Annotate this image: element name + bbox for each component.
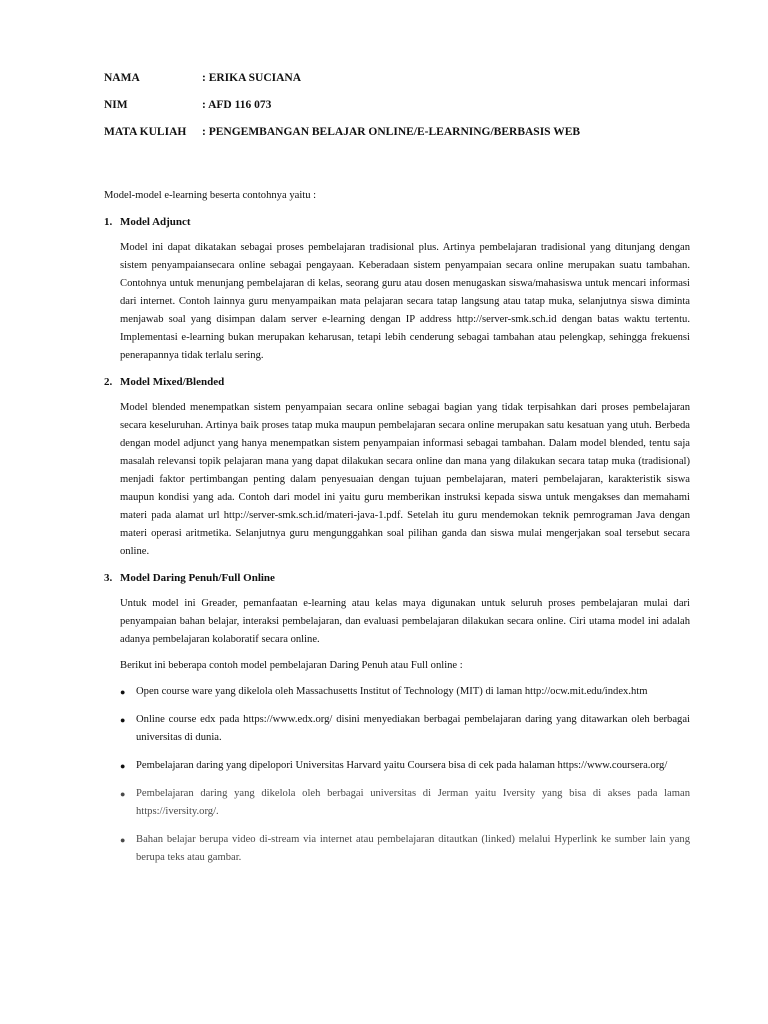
- header-label: NIM: [104, 99, 128, 111]
- section-number: 1.: [104, 216, 113, 228]
- list-item: [120, 711, 690, 747]
- identity-header: [104, 71, 704, 152]
- section-heading-blended: [104, 373, 690, 391]
- header-row-nim: [104, 98, 704, 125]
- list-item-text: Online course edx pada https://www.edx.org/ disini menyediakan berbagai pembelajaran daring yang ditawarkan oleh berbagai universitas di dunia.: [136, 714, 690, 743]
- header-value: : AFD 116 073: [202, 99, 272, 111]
- list-item: [120, 683, 690, 701]
- list-item-text: Pembelajaran daring yang dikelola oleh berbagai universitas di Jerman yaitu Iversity yang bisa di akses pada laman https://iversity.org/.: [136, 788, 690, 817]
- section-paragraph: Model ini dapat dikatakan sebagai proses pembelajaran tradisional plus. Artinya pembelajaran tradisional yang ditunjang dengan sistem penyampaiansecara online sebagai pengayaan. Keberadaan sistem penyampaian secara online merupakan suatu tambahan. Contohnya untuk menunjang pembelajaran di kelas, seorang guru atau dosen menugaskan siswa/mahasiswa untuk mencari informasi dari internet. Contoh lainnya guru menyampaikan mata pelajaran secara tatap langsung atau tatap muka, selanjutnya siswa diminta menjawab soal yang disimpan dalam server e-learning dengan IP address http://server-smk.sch.id dengan batas waktu tertentu. Implementasi e-learning bukan merupakan keharusan, tetapi lebih cenderung sebagai tambahan atau pelengkap, sehingga frekuensi penerapannya tidak terlalu sering.: [120, 242, 690, 361]
- section-paragraph: Berikut ini beberapa contoh model pembelajaran Daring Penuh atau Full online :: [120, 660, 463, 671]
- section-paragraph: Model blended menempatkan sistem penyampaian secara online sebagai bagian yang tidak terpisahkan dari proses pembelajaran secara keseluruhan. Artinya baik proses tatap muka maupun pembelajaran secara online merupakan satu kesatuan yang utuh. Berbeda dengan model adjunct yang hanya menempatkan sistem penyampaian informasi sebagai tambahan. Dalam model blended, tentu saja masalah relevansi topik pelajaran mana yang dapat dilakukan secara online dan mana yang dilakukan secara tatap muka (tradisional) menjadi faktor pertimbangan penting dalam penyesuaian dengan tujuan pembelajaran, materi pembelajaran, karakteristik siswa maupun kondisi yang ada. Contoh dari model ini yaitu guru memberikan instruksi kepada siswa untuk mengakses dan memahami materi pada alamat url http://server-smk.sch.id/materi-java-1.pdf. Setelah itu guru mendemokan teknik pemrograman Java dengan materi operasi aritmetika. Selanjutnya guru mengunggahkan soal pilihan ganda dan siswa mulai mengerjakan soal tersebut secara online.: [120, 402, 690, 557]
- list-item-text: Pembelajaran daring yang dipelopori Universitas Harvard yaitu Coursera bisa di cek pada halaman https://www.coursera.org/: [136, 760, 668, 771]
- bullet-icon: ●: [120, 789, 126, 799]
- header-row-nama: [104, 71, 704, 98]
- list-item: [120, 785, 690, 821]
- section-title: Model Adjunct: [120, 216, 191, 228]
- header-label: NAMA: [104, 72, 140, 84]
- header-value: : PENGEMBANGAN BELAJAR ONLINE/E-LEARNING/BERBASIS WEB: [202, 126, 581, 138]
- section-title: Model Mixed/Blended: [120, 376, 225, 388]
- list-item-text: Open course ware yang dikelola oleh Massachusetts Institut of Technology (MIT) di laman http://ocw.mit.edu/index.htm: [136, 686, 648, 697]
- document-body: [104, 187, 690, 877]
- list-item: [120, 757, 690, 775]
- bullet-icon: ●: [120, 761, 126, 771]
- list-item: [120, 831, 690, 867]
- section-paragraph: Untuk model ini Greader, pemanfaatan e-learning atau kelas maya digunakan untuk seluruh proses pembelajaran mulai dari penyampaian bahan belajar, interaksi pembelajaran, dan evaluasi pembelajaran dilakukan secara online. Ciri utama model ini adalah adanya pembelajaran kolaboratif secara online.: [120, 598, 690, 645]
- section-number: 3.: [104, 572, 113, 584]
- header-row-mata-kuliah: [104, 125, 704, 152]
- section-number: 2.: [104, 376, 113, 388]
- bullet-icon: ●: [120, 687, 126, 697]
- section-title: Model Daring Penuh/Full Online: [120, 572, 275, 584]
- list-item-text: Bahan belajar berupa video di-stream via internet atau pembelajaran ditautkan (linked) melalui Hyperlink ke sumber lain yang berupa teks atau gambar.: [136, 834, 690, 863]
- bullet-icon: ●: [120, 835, 126, 845]
- bullet-icon: ●: [120, 715, 126, 725]
- header-label: MATA KULIAH: [104, 126, 187, 138]
- header-value: : ERIKA SUCIANA: [202, 72, 302, 84]
- intro-text: Model-model e-learning beserta contohnya yaitu :: [104, 190, 317, 201]
- section-heading-adjunct: [104, 213, 690, 231]
- example-list: [104, 683, 690, 867]
- section-heading-full-online: [104, 569, 690, 587]
